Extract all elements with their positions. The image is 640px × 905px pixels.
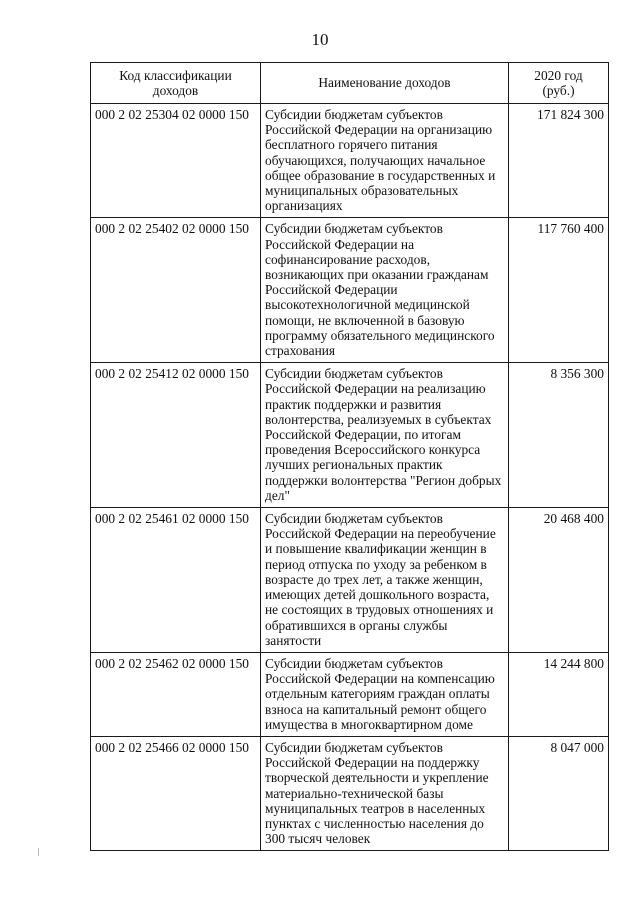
row-name: Субсидии бюджетам субъектов Российской Федерации на поддержку творческой деятельности и укрепление материально-технической базы муниципальных театров в населенных пунктах с численностью населения до 300 тысяч человек (261, 736, 509, 850)
row-amount: 20 468 400 (509, 508, 609, 653)
row-amount: 14 244 800 (509, 652, 609, 736)
revenue-table (90, 62, 609, 851)
header-code: Код классификации доходов (91, 63, 261, 104)
header-amount-unit: (руб.) (542, 83, 575, 98)
row-name: Субсидии бюджетам субъектов Российской Федерации на организацию бесплатного горячего питания обучающихся, получающих начальное общее образование в государственных и муниципальных образовательных организациях (261, 104, 509, 218)
row-code: 000 2 02 25304 02 0000 150 (91, 104, 261, 218)
row-code: 000 2 02 25412 02 0000 150 (91, 363, 261, 508)
header-name: Наименование доходов (261, 63, 509, 104)
header-amount (509, 63, 609, 104)
table-header (91, 63, 609, 104)
row-code: 000 2 02 25402 02 0000 150 (91, 218, 261, 363)
table-row (91, 363, 609, 508)
row-code: 000 2 02 25461 02 0000 150 (91, 508, 261, 653)
row-name: Субсидии бюджетам субъектов Российской Федерации на переобучение и повышение квалификации женщин в период отпуска по уходу за ребенком в возрасте до трех лет, а также женщин, имеющих детей дошкольного возраста, не состоящих в трудовых отношениях и обратившихся в органы службы занятости (261, 508, 509, 653)
table-row (91, 104, 609, 218)
page-number: 10 (311, 30, 329, 49)
header-amount-year: 2020 год (534, 67, 583, 83)
header-row (91, 63, 609, 104)
table-row (91, 508, 609, 653)
table-body (91, 104, 609, 851)
row-code: 000 2 02 25466 02 0000 150 (91, 736, 261, 850)
row-amount: 8 356 300 (509, 363, 609, 508)
margin-scan-mark (38, 848, 39, 856)
row-name: Субсидии бюджетам субъектов Российской Федерации на софинансирование расходов, возникающих при оказании гражданам Российской Федерации высокотехнологичной медицинской помощи, не включенной в базовую программу обязательного медицинского страхования (261, 218, 509, 363)
table-row (91, 652, 609, 736)
row-amount: 8 047 000 (509, 736, 609, 850)
table-row (91, 218, 609, 363)
row-amount: 117 760 400 (509, 218, 609, 363)
table-row (91, 736, 609, 850)
row-name: Субсидии бюджетам субъектов Российской Федерации на компенсацию отдельным категориям граждан оплаты взноса на капитальный ремонт общего имущества в многоквартирном доме (261, 652, 509, 736)
row-code: 000 2 02 25462 02 0000 150 (91, 652, 261, 736)
row-name: Субсидии бюджетам субъектов Российской Федерации на реализацию практик поддержки и развития волонтерства, реализуемых в субъектах Российской Федерации, по итогам проведения Всероссийского конкурса лучших региональных практик поддержки волонтерства "Регион добрых дел" (261, 363, 509, 508)
row-amount: 171 824 300 (509, 104, 609, 218)
